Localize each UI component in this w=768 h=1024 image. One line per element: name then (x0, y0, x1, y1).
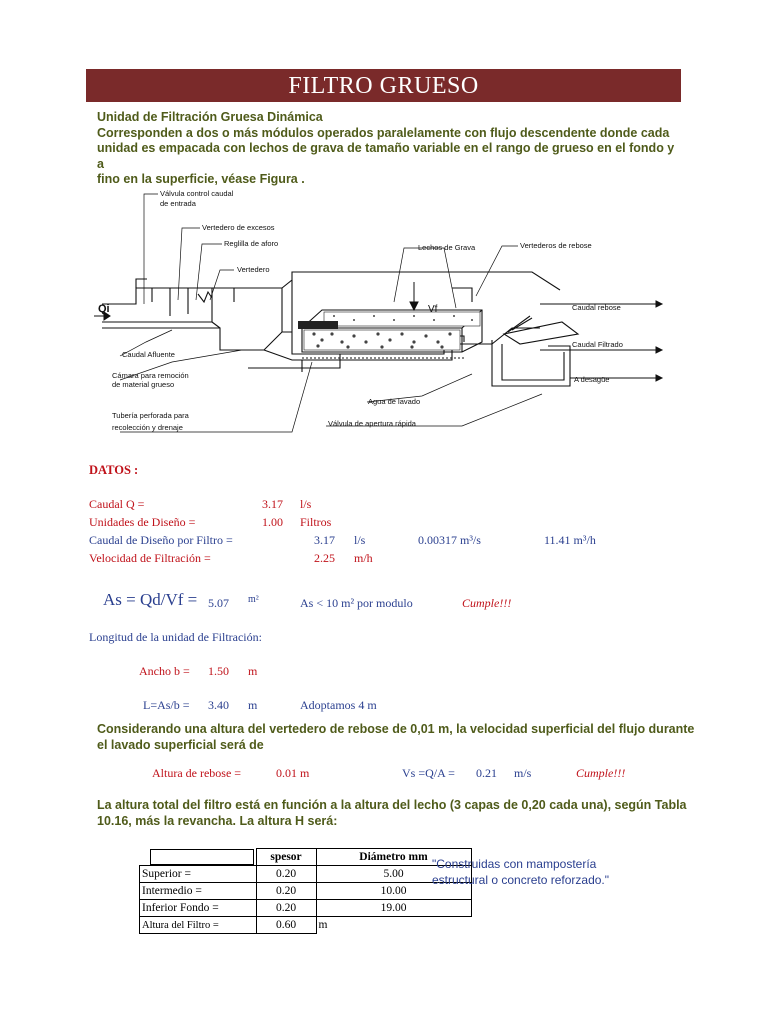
page-title: FILTRO GRUESO (86, 69, 681, 102)
area-status: Cumple!!! (462, 596, 512, 610)
filter-diagram (92, 184, 674, 442)
caudal-filtro-m3h: 11.41 m³/h (544, 533, 596, 547)
label-camara-1: Cámara para remoción (112, 371, 189, 380)
caudal-value: 3.17 (262, 497, 283, 511)
unidades-unit: Filtros (300, 515, 332, 529)
vs-value: 0.21 (476, 766, 497, 780)
unidades-label: Unidades de Diseño = (89, 515, 196, 529)
caudal-filtro-m3s: 0.00317 m³/s (418, 533, 481, 547)
label-reglilla: Reglilla de aforo (224, 239, 279, 248)
l-value: 3.40 (208, 698, 229, 712)
l-unit: m (248, 698, 258, 712)
header-diametro: Diámetro mm (316, 849, 471, 866)
row-label: Intermedio = (140, 883, 257, 900)
adopt-text: Adoptamos 4 m (300, 698, 377, 712)
vs-label: Vs =Q/A = (402, 766, 455, 780)
label-vertedero: Vertedero (237, 265, 270, 274)
caudal-filtro-value: 3.17 (314, 533, 335, 547)
row-label: Inferior Fondo = (140, 900, 257, 917)
table-row (140, 883, 472, 900)
rebose-text-1: Considerando una altura del vertedero de rebose de 0,01 m, la velocidad superficial del flujo durante (97, 722, 695, 736)
total-unit: m (318, 919, 328, 932)
table-row (140, 900, 472, 917)
row-diametro: 10.00 (316, 883, 471, 900)
label-vertederos-rebose: Vertederos de rebose (520, 241, 592, 250)
datos-heading: DATOS : (89, 463, 139, 477)
intro-line: Corresponden a dos o más módulos operados paralelamente con flujo descendente donde cada (97, 125, 670, 140)
label-caudal-filtrado: Caudal Filtrado (572, 340, 623, 349)
table-row (140, 866, 472, 883)
rebose-text-2: el lavado superficial será de (97, 738, 264, 752)
label-vf: Vf (428, 304, 438, 315)
label-caudal-afluente: Caudal Afluente (122, 350, 175, 359)
label-tuberia-1: Tubería perforada para (112, 411, 189, 420)
intro-line: unidad es empacada con lechos de grava de tamaño variable en el rango de grueso en el fondo y a (97, 141, 675, 171)
label-caudal-rebose: Caudal rebose (572, 303, 621, 312)
caudal-label: Caudal Q = (89, 497, 145, 511)
label-agua-lavado: Agua de lavado (368, 397, 421, 406)
velocidad-value: 2.25 (314, 551, 335, 565)
l-label: L=As/b = (143, 698, 190, 712)
table-header-row (140, 849, 472, 866)
table-header-blank (140, 849, 257, 866)
altura-rebose-label: Altura de rebose = (152, 766, 242, 780)
vs-status: Cumple!!! (576, 766, 626, 780)
row-espesor: 0.20 (256, 900, 316, 917)
label-camara-2: de material grueso (112, 380, 175, 389)
note-line: "Construidas con mampostería (432, 857, 597, 871)
row-label: Superior = (140, 866, 257, 883)
row-espesor: 0.20 (256, 866, 316, 883)
area-condition: As < 10 m² por modulo (300, 596, 413, 610)
caudal-filtro-label: Caudal de Diseño por Filtro = (89, 533, 233, 547)
velocidad-unit: m/h (354, 551, 373, 565)
label-qi: Qi (98, 303, 110, 315)
ancho-label: Ancho b = (139, 664, 190, 678)
area-formula: As = Qd/Vf = (103, 590, 198, 609)
construction-note (432, 856, 609, 888)
total-label: Altura del Filtro = (140, 917, 257, 934)
intro-heading: Unidad de Filtración Gruesa Dinámica (97, 110, 323, 124)
longitud-heading: Longitud de la unidad de Filtración: (89, 630, 262, 644)
row-diametro: 19.00 (316, 900, 471, 917)
vs-unit: m/s (514, 766, 532, 780)
total-value: 0.60 (256, 917, 316, 934)
velocidad-label: Velocidad de Filtración = (89, 551, 211, 565)
note-line: estructural o concreto reforzado." (432, 873, 610, 887)
label-valvula-control: Válvula control caudal (160, 189, 234, 198)
label-a-desague: A desagüe (574, 375, 610, 384)
unidades-value: 1.00 (262, 515, 283, 529)
area-unit: m² (248, 594, 259, 605)
ancho-unit: m (248, 664, 258, 678)
altura-rebose-value: 0.01 m (276, 766, 310, 780)
header-espesor: spesor (256, 849, 316, 866)
row-diametro: 5.00 (316, 866, 471, 883)
label-vertedero-excesos: Vertedero de excesos (202, 223, 275, 232)
label-tuberia-2: recolección y drenaje (112, 423, 183, 432)
row-espesor: 0.20 (256, 883, 316, 900)
caudal-unit: l/s (300, 497, 312, 511)
altura-text-2: 10.16, más la revancha. La altura H será: (97, 814, 338, 828)
label-valvula-apertura: Válvula de apertura rápida (328, 419, 416, 428)
label-lechos: Lechos de Grava (418, 243, 476, 252)
intro-line: fino en la superficie, véase Figura . (97, 172, 305, 186)
label-de-entrada: de entrada (160, 199, 196, 208)
layers-table (139, 848, 472, 934)
intro-block (97, 110, 677, 188)
ancho-value: 1.50 (208, 664, 229, 678)
table-total-row (140, 917, 472, 934)
area-value: 5.07 (208, 596, 229, 610)
altura-text-1: La altura total del filtro está en función a la altura del lecho (3 capas de 0,20 cada una), según Tabla (97, 798, 687, 812)
caudal-filtro-unit: l/s (354, 533, 366, 547)
